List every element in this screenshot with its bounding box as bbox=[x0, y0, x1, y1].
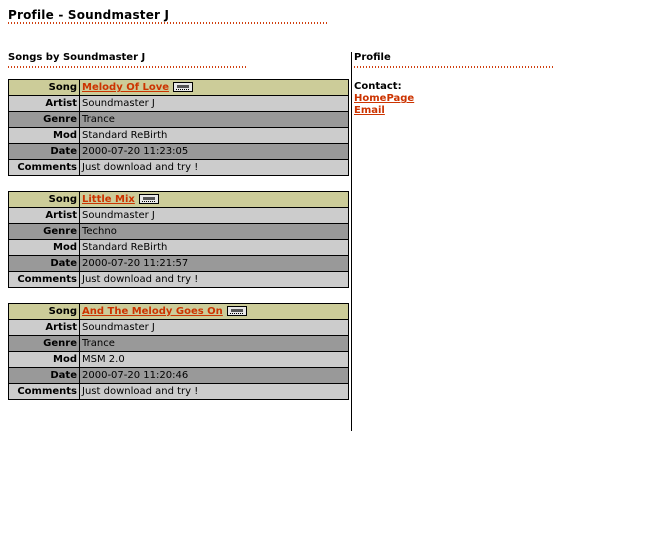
mod-label: Mod bbox=[9, 240, 80, 256]
genre-label: Genre bbox=[9, 112, 80, 128]
song-cell bbox=[80, 192, 349, 208]
date-value: 2000-07-20 11:23:05 bbox=[80, 144, 349, 160]
contact-label: Contact: bbox=[354, 81, 402, 92]
song-row bbox=[9, 80, 349, 96]
song-label: Song bbox=[9, 80, 80, 96]
genre-label: Genre bbox=[9, 224, 80, 240]
genre-row bbox=[9, 224, 349, 240]
title-divider bbox=[8, 22, 329, 25]
mod-file-icon[interactable] bbox=[173, 82, 193, 92]
date-value: 2000-07-20 11:21:57 bbox=[80, 256, 349, 272]
genre-value: Trance bbox=[80, 112, 349, 128]
homepage-link[interactable]: HomePage bbox=[354, 93, 415, 104]
profile-section bbox=[354, 52, 554, 117]
page-title: Profile - Soundmaster J bbox=[8, 8, 170, 22]
artist-label: Artist bbox=[9, 96, 80, 112]
artist-value: Soundmaster J bbox=[80, 320, 349, 336]
date-label: Date bbox=[9, 144, 80, 160]
songs-section bbox=[8, 52, 349, 400]
song-cell bbox=[80, 304, 349, 320]
genre-value: Trance bbox=[80, 336, 349, 352]
genre-row bbox=[9, 336, 349, 352]
mod-value: MSM 2.0 bbox=[80, 352, 349, 368]
comments-value: Just download and try ! bbox=[80, 160, 349, 176]
comments-label: Comments bbox=[9, 160, 80, 176]
song-row bbox=[9, 304, 349, 320]
genre-label: Genre bbox=[9, 336, 80, 352]
genre-value: Techno bbox=[80, 224, 349, 240]
songs-heading-divider bbox=[8, 66, 247, 69]
mod-row bbox=[9, 128, 349, 144]
artist-row bbox=[9, 96, 349, 112]
date-row bbox=[9, 256, 349, 272]
date-label: Date bbox=[9, 256, 80, 272]
mod-value: Standard ReBirth bbox=[80, 240, 349, 256]
artist-value: Soundmaster J bbox=[80, 96, 349, 112]
mod-label: Mod bbox=[9, 128, 80, 144]
mod-value: Standard ReBirth bbox=[80, 128, 349, 144]
artist-row bbox=[9, 208, 349, 224]
date-row bbox=[9, 368, 349, 384]
date-value: 2000-07-20 11:20:46 bbox=[80, 368, 349, 384]
mod-row bbox=[9, 240, 349, 256]
artist-label: Artist bbox=[9, 208, 80, 224]
mod-file-icon[interactable] bbox=[139, 194, 159, 204]
comments-row bbox=[9, 384, 349, 400]
email-link[interactable]: Email bbox=[354, 105, 385, 116]
artist-row bbox=[9, 320, 349, 336]
mod-label: Mod bbox=[9, 352, 80, 368]
comments-row bbox=[9, 272, 349, 288]
song-label: Song bbox=[9, 304, 80, 320]
song-title-link[interactable]: Melody Of Love bbox=[82, 82, 170, 93]
song-label: Song bbox=[9, 192, 80, 208]
mod-file-icon[interactable] bbox=[227, 306, 247, 316]
song-card bbox=[8, 191, 349, 288]
genre-row bbox=[9, 112, 349, 128]
comments-value: Just download and try ! bbox=[80, 384, 349, 400]
song-title-link[interactable]: And The Melody Goes On bbox=[82, 306, 223, 317]
comments-label: Comments bbox=[9, 272, 80, 288]
song-card bbox=[8, 303, 349, 400]
song-title-link[interactable]: Little Mix bbox=[82, 194, 135, 205]
artist-label: Artist bbox=[9, 320, 80, 336]
date-label: Date bbox=[9, 368, 80, 384]
column-divider bbox=[351, 52, 352, 431]
songs-heading: Songs by Soundmaster J bbox=[8, 52, 146, 63]
profile-heading: Profile bbox=[354, 52, 391, 63]
song-card bbox=[8, 79, 349, 176]
mod-row bbox=[9, 352, 349, 368]
artist-value: Soundmaster J bbox=[80, 208, 349, 224]
comments-row bbox=[9, 160, 349, 176]
date-row bbox=[9, 144, 349, 160]
song-row bbox=[9, 192, 349, 208]
profile-heading-divider bbox=[354, 66, 554, 69]
comments-value: Just download and try ! bbox=[80, 272, 349, 288]
comments-label: Comments bbox=[9, 384, 80, 400]
song-cell bbox=[80, 80, 349, 96]
